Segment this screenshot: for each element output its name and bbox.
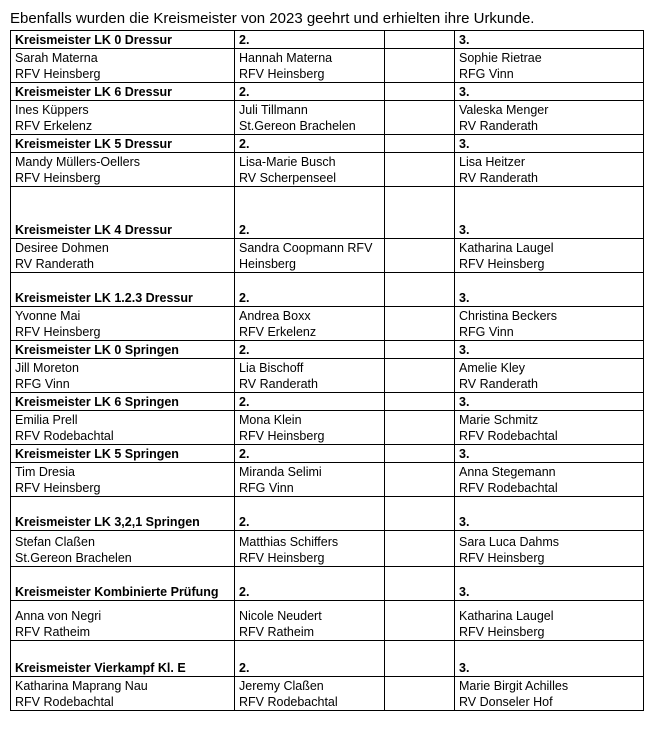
second-place-label-text: 2. [239,85,250,99]
section-header-row [11,83,644,101]
third-place-label-text: 3. [459,291,470,305]
section-title [11,497,235,531]
second-place-label [235,273,385,307]
club-name: Heinsberg [239,257,296,271]
third-place-label-text: 3. [459,515,470,529]
first-place-cell [11,531,235,567]
second-place-label-text: 2. [239,515,250,529]
rider-name: Juli Tillmann [239,103,308,117]
second-place-label-text: 2. [239,585,250,599]
club-name: RFV Ratheim [15,625,91,639]
empty-cell [385,531,455,567]
rider-name: Sandra Coopmann RFV [239,241,373,255]
third-place-cell [455,101,644,135]
winners-row [11,153,644,187]
rider-name: Lia Bischoff [239,361,304,375]
section-title-text: Kreismeister LK 6 Springen [15,395,179,409]
section-title [11,135,235,153]
third-place-label-text: 3. [459,33,470,47]
section-title [11,273,235,307]
second-place-label-text: 2. [239,343,250,357]
club-name: RFG Vinn [459,325,514,339]
rider-name: Andrea Boxx [239,309,311,323]
club-name: RFV Erkelenz [239,325,317,339]
club-name: RV Randerath [15,257,94,271]
section-title [11,31,235,49]
club-name: RV Randerath [459,377,538,391]
empty-cell [385,83,455,101]
third-place-label [455,31,644,49]
club-name: RV Donseler Hof [459,695,553,709]
club-name: RFV Heinsberg [459,551,545,565]
section-header-row [11,497,644,531]
club-name: RFV Heinsberg [15,171,101,185]
section-title-text: Kreismeister LK 4 Dressur [15,223,173,237]
section-header-row [11,187,644,239]
third-place-label [455,273,644,307]
third-place-cell [455,531,644,567]
second-place-cell [235,153,385,187]
second-place-label-text: 2. [239,33,250,47]
empty-cell [385,153,455,187]
third-place-label-text: 3. [459,223,470,237]
empty-cell [385,641,455,677]
second-place-label-text: 2. [239,137,250,151]
rider-name: Jill Moreton [15,361,79,375]
rider-name: Katharina Laugel [459,241,554,255]
winners-row [11,531,644,567]
club-name: RFV Heinsberg [239,67,325,81]
third-place-label-text: 3. [459,137,470,151]
second-place-label [235,83,385,101]
first-place-cell [11,411,235,445]
rider-name: Amelie Kley [459,361,525,375]
club-name: RV Randerath [239,377,318,391]
third-place-cell [455,49,644,83]
third-place-cell [455,153,644,187]
winners-row [11,411,644,445]
rider-name: Katharina Laugel [459,609,554,623]
third-place-cell [455,601,644,641]
first-place-cell [11,101,235,135]
club-name: RFV Rodebachtal [239,695,338,709]
section-title-text: Kreismeister LK 1.2.3 Dressur [15,291,193,305]
third-place-label [455,393,644,411]
third-place-label-text: 3. [459,343,470,357]
second-place-label [235,187,385,239]
club-name: RFV Heinsberg [239,551,325,565]
club-name: RFV Heinsberg [15,67,101,81]
empty-cell [385,445,455,463]
club-name: RFV Rodebachtal [15,695,114,709]
rider-name: Sara Luca Dahms [459,535,560,549]
rider-name: Desiree Dohmen [15,241,109,255]
empty-cell [385,341,455,359]
club-name: RFV Erkelenz [15,119,93,133]
rider-name: Yvonne Mai [15,309,81,323]
section-header-row [11,341,644,359]
empty-cell [385,463,455,497]
third-place-label-text: 3. [459,447,470,461]
second-place-cell [235,359,385,393]
empty-cell [385,187,455,239]
rider-name: Stefan Claßen [15,535,95,549]
section-header-row [11,393,644,411]
second-place-cell [235,49,385,83]
rider-name: Mona Klein [239,413,302,427]
club-name: RFV Rodebachtal [15,429,114,443]
section-title-text: Kreismeister Vierkampf Kl. E [15,661,186,675]
second-place-label [235,341,385,359]
second-place-label-text: 2. [239,223,250,237]
third-place-label-text: 3. [459,585,470,599]
second-place-label [235,445,385,463]
rider-name: Ines Küppers [15,103,89,117]
first-place-cell [11,601,235,641]
rider-name: Anna von Negri [15,609,102,623]
rider-name: Marie Schmitz [459,413,539,427]
section-header-row [11,641,644,677]
third-place-label [455,341,644,359]
empty-cell [385,239,455,273]
rider-name: Matthias Schiffers [239,535,339,549]
section-header-row [11,31,644,49]
winners-row [11,601,644,641]
second-place-cell [235,677,385,711]
rider-name: Sarah Materna [15,51,98,65]
club-name: RFV Heinsberg [459,625,545,639]
second-place-label [235,497,385,531]
club-name: RFG Vinn [15,377,70,391]
third-place-cell [455,411,644,445]
second-place-cell [235,531,385,567]
third-place-label-text: 3. [459,661,470,675]
third-place-label [455,83,644,101]
empty-cell [385,393,455,411]
section-title [11,567,235,601]
empty-cell [385,601,455,641]
club-name: RFV Rodebachtal [459,429,558,443]
section-title-text: Kreismeister LK 5 Dressur [15,137,173,151]
second-place-cell [235,239,385,273]
second-place-label-text: 2. [239,291,250,305]
winners-row [11,239,644,273]
club-name: RV Randerath [459,171,538,185]
first-place-cell [11,359,235,393]
winners-row [11,359,644,393]
rider-name: Hannah Materna [239,51,333,65]
club-name: RFV Ratheim [239,625,315,639]
section-header-row [11,135,644,153]
third-place-label [455,567,644,601]
section-title [11,187,235,239]
rider-name: Sophie Rietrae [459,51,542,65]
club-name: RFG Vinn [459,67,514,81]
third-place-label [455,135,644,153]
first-place-cell [11,239,235,273]
second-place-label [235,641,385,677]
kreismeister-table [10,30,644,711]
winners-row [11,49,644,83]
third-place-label-text: 3. [459,85,470,99]
club-name: St.Gereon Brachelen [239,119,356,133]
section-title [11,341,235,359]
section-title-text: Kreismeister Kombinierte Prüfung [15,585,219,599]
rider-name: Lisa-Marie Busch [239,155,336,169]
first-place-cell [11,153,235,187]
third-place-cell [455,307,644,341]
club-name: RV Scherpenseel [239,171,337,185]
rider-name: Emilia Prell [15,413,78,427]
third-place-cell [455,239,644,273]
second-place-label [235,393,385,411]
second-place-label [235,31,385,49]
empty-cell [385,31,455,49]
third-place-label [455,187,644,239]
empty-cell [385,49,455,83]
intro-text: Ebenfalls wurden die Kreismeister von 2023 geehrt und erhielten ihre Urkunde. [10,10,535,27]
first-place-cell [11,463,235,497]
rider-name: Lisa Heitzer [459,155,525,169]
section-title [11,83,235,101]
section-title-text: Kreismeister LK 5 Springen [15,447,179,461]
section-title-text: Kreismeister LK 6 Dressur [15,85,173,99]
section-title-text: Kreismeister LK 0 Dressur [15,33,173,47]
second-place-label [235,567,385,601]
third-place-cell [455,463,644,497]
section-title [11,445,235,463]
club-name: RFV Rodebachtal [459,481,558,495]
empty-cell [385,567,455,601]
first-place-cell [11,49,235,83]
section-header-row [11,273,644,307]
winners-row [11,101,644,135]
second-place-cell [235,463,385,497]
section-title [11,641,235,677]
club-name: St.Gereon Brachelen [15,551,132,565]
third-place-cell [455,359,644,393]
section-header-row [11,445,644,463]
rider-name: Tim Dresia [15,465,75,479]
first-place-cell [11,677,235,711]
club-name: RFV Heinsberg [459,257,545,271]
club-name: RFG Vinn [239,481,294,495]
rider-name: Mandy Müllers-Oellers [15,155,141,169]
second-place-label-text: 2. [239,447,250,461]
second-place-label-text: 2. [239,395,250,409]
rider-name: Jeremy Claßen [239,679,324,693]
empty-cell [385,101,455,135]
club-name: RFV Heinsberg [15,325,101,339]
section-title-text: Kreismeister LK 0 Springen [15,343,179,357]
rider-name: Marie Birgit Achilles [459,679,569,693]
third-place-label-text: 3. [459,395,470,409]
winners-row [11,307,644,341]
empty-cell [385,135,455,153]
rider-name: Christina Beckers [459,309,557,323]
empty-cell [385,411,455,445]
rider-name: Miranda Selimi [239,465,322,479]
winners-row [11,677,644,711]
club-name: RFV Heinsberg [239,429,325,443]
second-place-cell [235,101,385,135]
rider-name: Katharina Maprang Nau [15,679,148,693]
rider-name: Valeska Menger [459,103,549,117]
empty-cell [385,273,455,307]
first-place-cell [11,307,235,341]
club-name: RFV Heinsberg [15,481,101,495]
section-title [11,393,235,411]
rider-name: Anna Stegemann [459,465,556,479]
third-place-label [455,445,644,463]
empty-cell [385,359,455,393]
club-name: RV Randerath [459,119,538,133]
third-place-cell [455,677,644,711]
winners-row [11,463,644,497]
empty-cell [385,307,455,341]
second-place-label [235,135,385,153]
second-place-cell [235,411,385,445]
empty-cell [385,677,455,711]
empty-cell [385,497,455,531]
third-place-label [455,497,644,531]
second-place-cell [235,307,385,341]
section-title-text: Kreismeister LK 3,2,1 Springen [15,515,200,529]
second-place-label-text: 2. [239,661,250,675]
third-place-label [455,641,644,677]
second-place-cell [235,601,385,641]
section-header-row [11,567,644,601]
rider-name: Nicole Neudert [239,609,322,623]
